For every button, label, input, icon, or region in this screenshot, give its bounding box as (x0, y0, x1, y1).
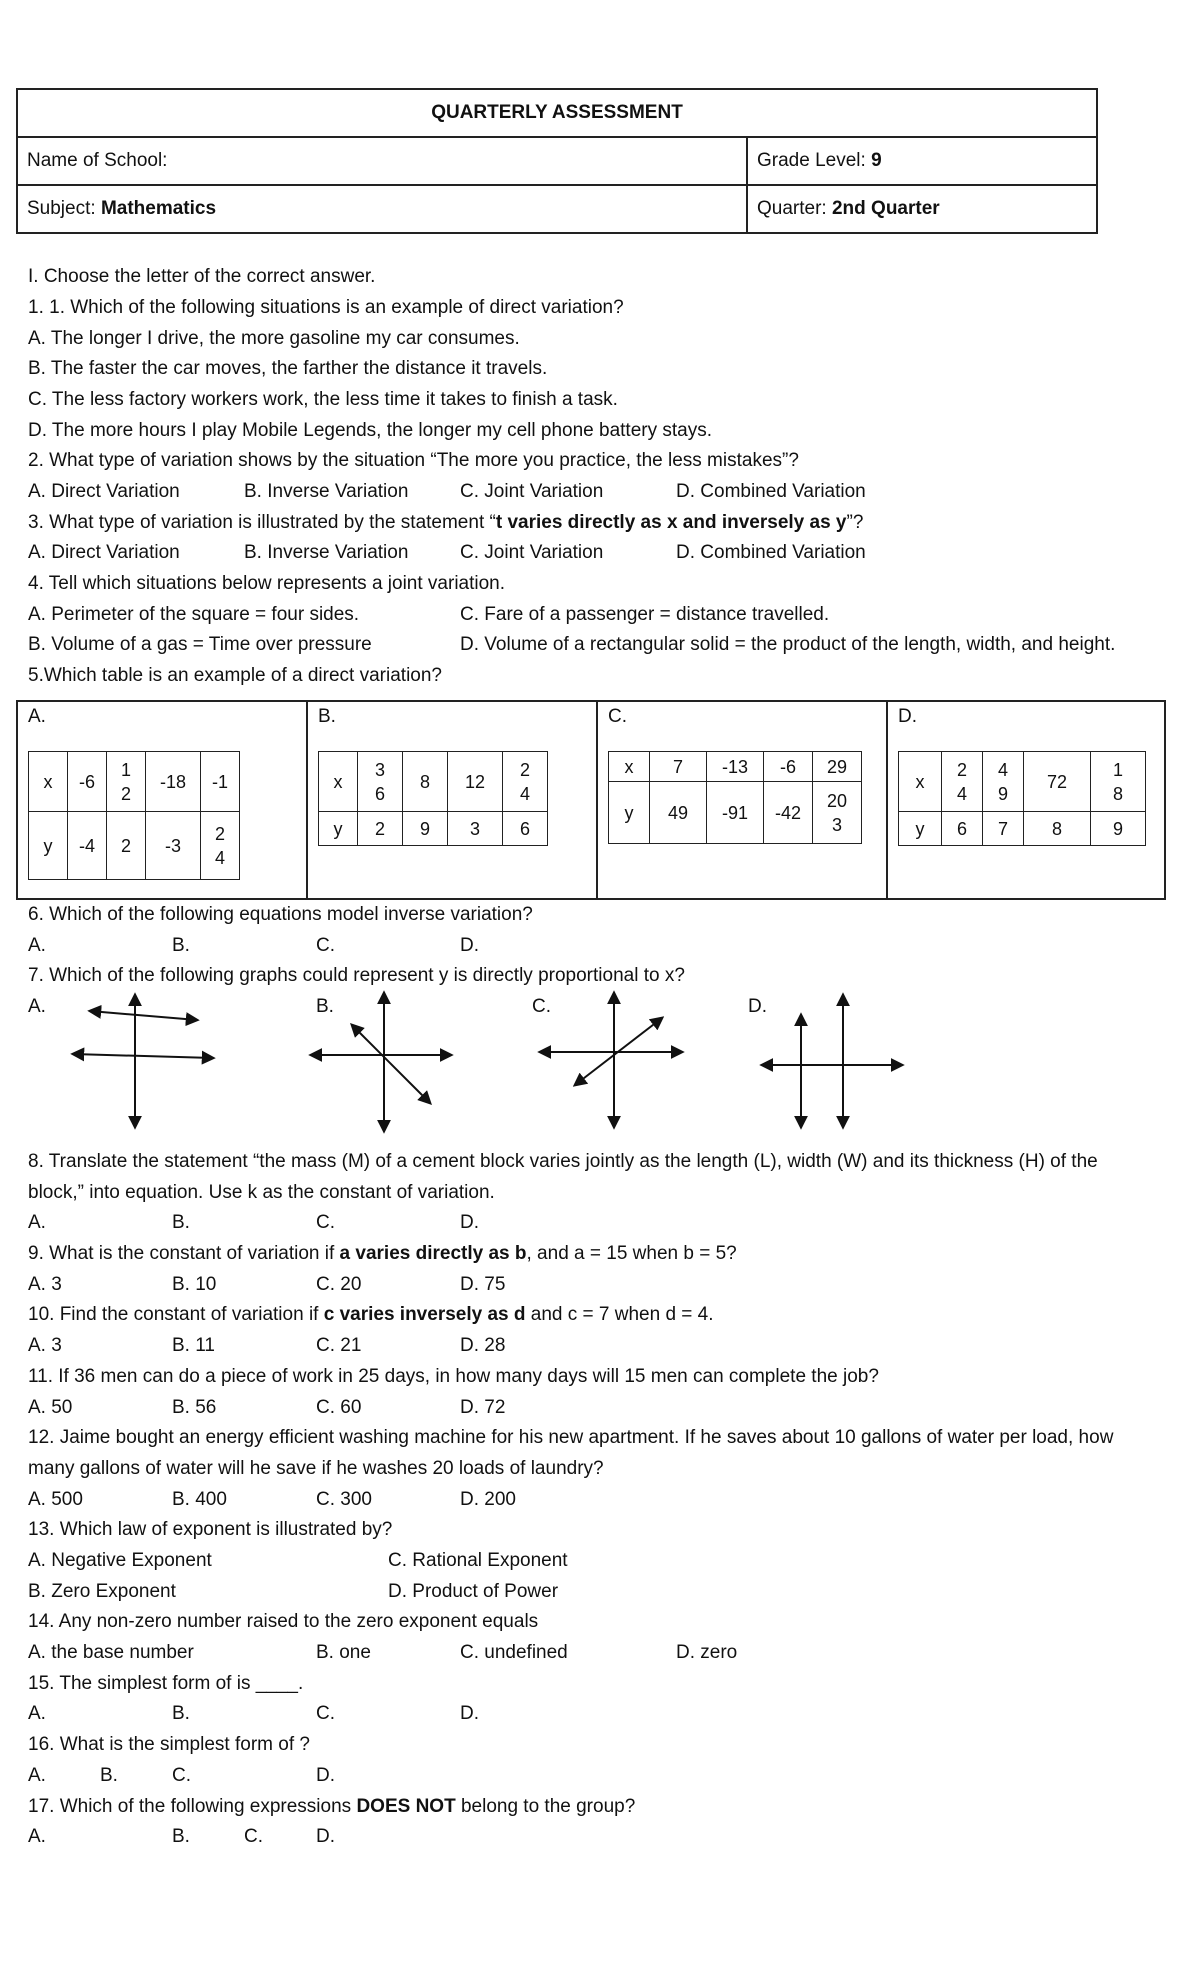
q5-col-c (598, 702, 888, 898)
q10-stem (28, 1303, 714, 1327)
table-cell: y (29, 812, 68, 880)
q12-stem-line1: 12. Jaime bought an energy efficient washing machine for his new apartment. If he saves about 10 gallons of water per load, how (28, 1427, 1114, 1448)
table-cell: 2 4 (503, 752, 548, 812)
graph-a-line-top (90, 1011, 197, 1020)
table-cell: 49 (650, 782, 707, 844)
q6-stem: 6. Which of the following equations model inverse variation? (28, 904, 533, 925)
q7-stem: 7. Which of the following graphs could represent y is directly proportional to x? (28, 965, 685, 986)
q13-option-c: C. Rational Exponent (388, 1550, 568, 1571)
graph-b-line (352, 1025, 430, 1103)
q6-option-d: D. (460, 935, 479, 956)
q11-stem: 11. If 36 men can do a piece of work in 25 days, in how many days will 15 men can complete the job? (28, 1366, 879, 1387)
q3-stem-bold: t varies directly as x and inversely as y (495, 512, 847, 533)
table-cell: x (29, 752, 68, 812)
table-cell: 3 (448, 812, 503, 846)
q3-option-c: C. Joint Variation (460, 542, 604, 563)
table-cell: 7 (983, 812, 1024, 846)
q2-option-a: A. Direct Variation (28, 481, 180, 502)
q4-stem: 4. Tell which situations below represents a joint variation. (28, 573, 506, 594)
table-cell: -42 (764, 782, 813, 844)
quarter-value: 2nd Quarter (831, 198, 940, 219)
quarter-cell (747, 185, 1097, 233)
q9-option-a: A. 3 (28, 1274, 62, 1295)
table-cell: x (609, 752, 650, 782)
q17-option-c: C. (244, 1826, 263, 1847)
q15-option-a: A. (28, 1703, 46, 1724)
school-cell (17, 137, 747, 185)
table-cell: 20 3 (813, 782, 862, 844)
q14-option-b: B. one (316, 1642, 371, 1663)
table-cell: y (899, 812, 942, 846)
table-cell: y (319, 812, 358, 846)
q1-stem: 1. 1. Which of the following situations is an example of direct variation? (28, 297, 624, 318)
table-cell: 12 (448, 752, 503, 812)
q15-option-b: B. (172, 1703, 190, 1724)
q7-option-b: B. (316, 996, 334, 1017)
q15-option-c: C. (316, 1703, 335, 1724)
q2-option-b: B. Inverse Variation (244, 481, 409, 502)
table-cell: 8 (1024, 812, 1091, 846)
school-label: Name of School: (27, 150, 168, 171)
q8-stem-line1: 8. Translate the statement “the mass (M) of a cement block varies jointly as the length (L), width (W) and its thickness (H) of the (28, 1151, 1098, 1172)
table-cell: -3 (146, 812, 201, 880)
table-a (28, 751, 240, 880)
table-cell: 1 8 (1091, 752, 1146, 812)
subject-cell (17, 185, 747, 233)
q16-option-c: C. (172, 1765, 191, 1786)
q16-option-b: B. (100, 1765, 118, 1786)
subject-label: Subject: (27, 198, 96, 219)
q14-option-d: D. zero (676, 1642, 738, 1663)
q11-option-a: A. 50 (28, 1397, 73, 1418)
q8-option-c: C. (316, 1212, 335, 1233)
q5-label-d: D. (898, 706, 917, 727)
q16-option-d: D. (316, 1765, 335, 1786)
subject-value: Mathematics (100, 198, 217, 219)
q10-stem-post: and c = 7 when d = 4. (525, 1304, 714, 1325)
q8-option-a: A. (28, 1212, 46, 1233)
q6-option-b: B. (172, 935, 190, 956)
q9-option-b: B. 10 (172, 1274, 217, 1295)
q9-option-d: D. 75 (460, 1274, 506, 1295)
header-table (16, 88, 1098, 234)
q17-stem (28, 1795, 635, 1819)
q7-graphs (0, 985, 1200, 1145)
table-cell: y (609, 782, 650, 844)
table-cell: 2 (107, 812, 146, 880)
q15-option-d: D. (460, 1703, 479, 1724)
instructions: I. Choose the letter of the correct answer. (28, 266, 376, 287)
grade-value: 9 (871, 150, 882, 171)
q1-option-a: A. The longer I drive, the more gasoline my car consumes. (28, 328, 520, 349)
q7-option-d: D. (748, 996, 767, 1017)
table-c (608, 751, 862, 844)
q4-option-c: C. Fare of a passenger = distance travelled. (460, 604, 830, 625)
q14-option-c: C. undefined (460, 1642, 568, 1663)
q5-label-c: C. (608, 706, 627, 727)
q17-option-a: A. (28, 1826, 46, 1847)
table-cell: 2 4 (201, 812, 240, 880)
q4-option-b: B. Volume of a gas = Time over pressure (28, 634, 372, 655)
q2-option-c: C. Joint Variation (460, 481, 604, 502)
table-d (898, 751, 1146, 846)
q5-col-d (888, 702, 1164, 898)
q12-option-a: A. 500 (28, 1489, 83, 1510)
q5-label-a: A. (28, 706, 46, 727)
table-cell: -1 (201, 752, 240, 812)
q5-col-a (18, 702, 308, 898)
q10-option-d: D. 28 (460, 1335, 506, 1356)
q8-stem-line2: block,” into equation. Use k as the constant of variation. (28, 1182, 495, 1203)
q9-stem-bold: a varies directly as b (339, 1243, 527, 1264)
table-cell: x (319, 752, 358, 812)
q10-stem-pre: 10. Find the constant of variation if (28, 1304, 324, 1325)
q11-option-b: B. 56 (172, 1397, 217, 1418)
q14-option-a: A. the base number (28, 1642, 194, 1663)
q7-option-a: A. (28, 996, 46, 1017)
q4-option-d: D. Volume of a rectangular solid = the product of the length, width, and height. (460, 634, 1116, 655)
graph-d (762, 995, 902, 1127)
q5-label-b: B. (318, 706, 336, 727)
grade-cell (747, 137, 1097, 185)
table-cell: -6 (764, 752, 813, 782)
table-b (318, 751, 548, 846)
q7-option-c: C. (532, 996, 551, 1017)
q16-option-a: A. (28, 1765, 46, 1786)
table-cell: 9 (1091, 812, 1146, 846)
quarter-label: Quarter: (757, 198, 827, 219)
q3-option-d: D. Combined Variation (676, 542, 866, 563)
table-cell: 8 (403, 752, 448, 812)
q6-option-a: A. (28, 935, 46, 956)
table-cell: 4 9 (983, 752, 1024, 812)
table-cell: 3 6 (358, 752, 403, 812)
q1-option-d: D. The more hours I play Mobile Legends, the longer my cell phone battery stays. (28, 420, 713, 441)
table-cell: -4 (68, 812, 107, 880)
q12-option-c: C. 300 (316, 1489, 372, 1510)
q10-option-b: B. 11 (172, 1335, 215, 1356)
q8-option-b: B. (172, 1212, 190, 1233)
q13-stem: 13. Which law of exponent is illustrated by? (28, 1519, 393, 1540)
table-cell: -13 (707, 752, 764, 782)
q17-stem-pre: 17. Which of the following expressions (28, 1796, 357, 1817)
graph-b (311, 993, 451, 1131)
q2-stem: 2. What type of variation shows by the situation “The more you practice, the less mistakes”? (28, 450, 799, 471)
q5-tables-frame (16, 700, 1166, 900)
q13-option-d: D. Product of Power (388, 1581, 559, 1602)
document-title: QUARTERLY ASSESSMENT (17, 89, 1097, 137)
q16-stem: 16. What is the simplest form of ? (28, 1734, 310, 1755)
q11-option-d: D. 72 (460, 1397, 506, 1418)
graph-c (540, 993, 682, 1127)
table-cell: 9 (403, 812, 448, 846)
q4-option-a: A. Perimeter of the square = four sides. (28, 604, 360, 625)
grade-label: Grade Level: (757, 150, 866, 171)
q17-stem-post: belong to the group? (455, 1796, 636, 1817)
table-cell: x (899, 752, 942, 812)
q3-stem (28, 511, 863, 535)
q12-option-b: B. 400 (172, 1489, 227, 1510)
q9-stem (28, 1242, 737, 1266)
graph-a-line-horizontal (73, 1054, 213, 1058)
table-cell: 2 (358, 812, 403, 846)
q8-option-d: D. (460, 1212, 479, 1233)
table-cell: -6 (68, 752, 107, 812)
q17-option-b: B. (172, 1826, 190, 1847)
q12-stem-line2: many gallons of water will he save if he washes 20 loads of laundry? (28, 1458, 604, 1479)
q12-option-d: D. 200 (460, 1489, 516, 1510)
q9-stem-post: , and a = 15 when b = 5? (526, 1243, 737, 1264)
table-cell: 6 (503, 812, 548, 846)
q3-stem-pre: 3. What type of variation is illustrated by the statement “ (28, 512, 496, 533)
q11-option-c: C. 60 (316, 1397, 362, 1418)
q1-option-b: B. The faster the car moves, the farther the distance it travels. (28, 358, 548, 379)
q5-col-b (308, 702, 598, 898)
q2-option-d: D. Combined Variation (676, 481, 866, 502)
q14-stem: 14. Any non-zero number raised to the zero exponent equals (28, 1611, 539, 1632)
table-cell: -91 (707, 782, 764, 844)
table-cell: 29 (813, 752, 862, 782)
graph-a (73, 995, 213, 1127)
q13-option-a: A. Negative Exponent (28, 1550, 212, 1571)
q15-stem: 15. The simplest form of is ____. (28, 1673, 304, 1694)
q17-option-d: D. (316, 1826, 335, 1847)
q9-option-c: C. 20 (316, 1274, 362, 1295)
table-cell: 6 (942, 812, 983, 846)
q9-stem-pre: 9. What is the constant of variation if (28, 1243, 340, 1264)
q5-stem: 5.Which table is an example of a direct variation? (28, 665, 442, 686)
q3-stem-post: ”? (846, 512, 864, 533)
table-cell: 2 4 (942, 752, 983, 812)
table-cell: 1 2 (107, 752, 146, 812)
q3-option-a: A. Direct Variation (28, 542, 180, 563)
table-cell: 7 (650, 752, 707, 782)
table-cell: -18 (146, 752, 201, 812)
q10-stem-bold: c varies inversely as d (323, 1304, 526, 1325)
q17-stem-bold: DOES NOT (356, 1796, 456, 1817)
table-cell: 72 (1024, 752, 1091, 812)
q1-option-c: C. The less factory workers work, the less time it takes to finish a task. (28, 389, 618, 410)
q10-option-c: C. 21 (316, 1335, 362, 1356)
q13-option-b: B. Zero Exponent (28, 1581, 176, 1602)
q6-option-c: C. (316, 935, 335, 956)
q10-option-a: A. 3 (28, 1335, 62, 1356)
q3-option-b: B. Inverse Variation (244, 542, 409, 563)
